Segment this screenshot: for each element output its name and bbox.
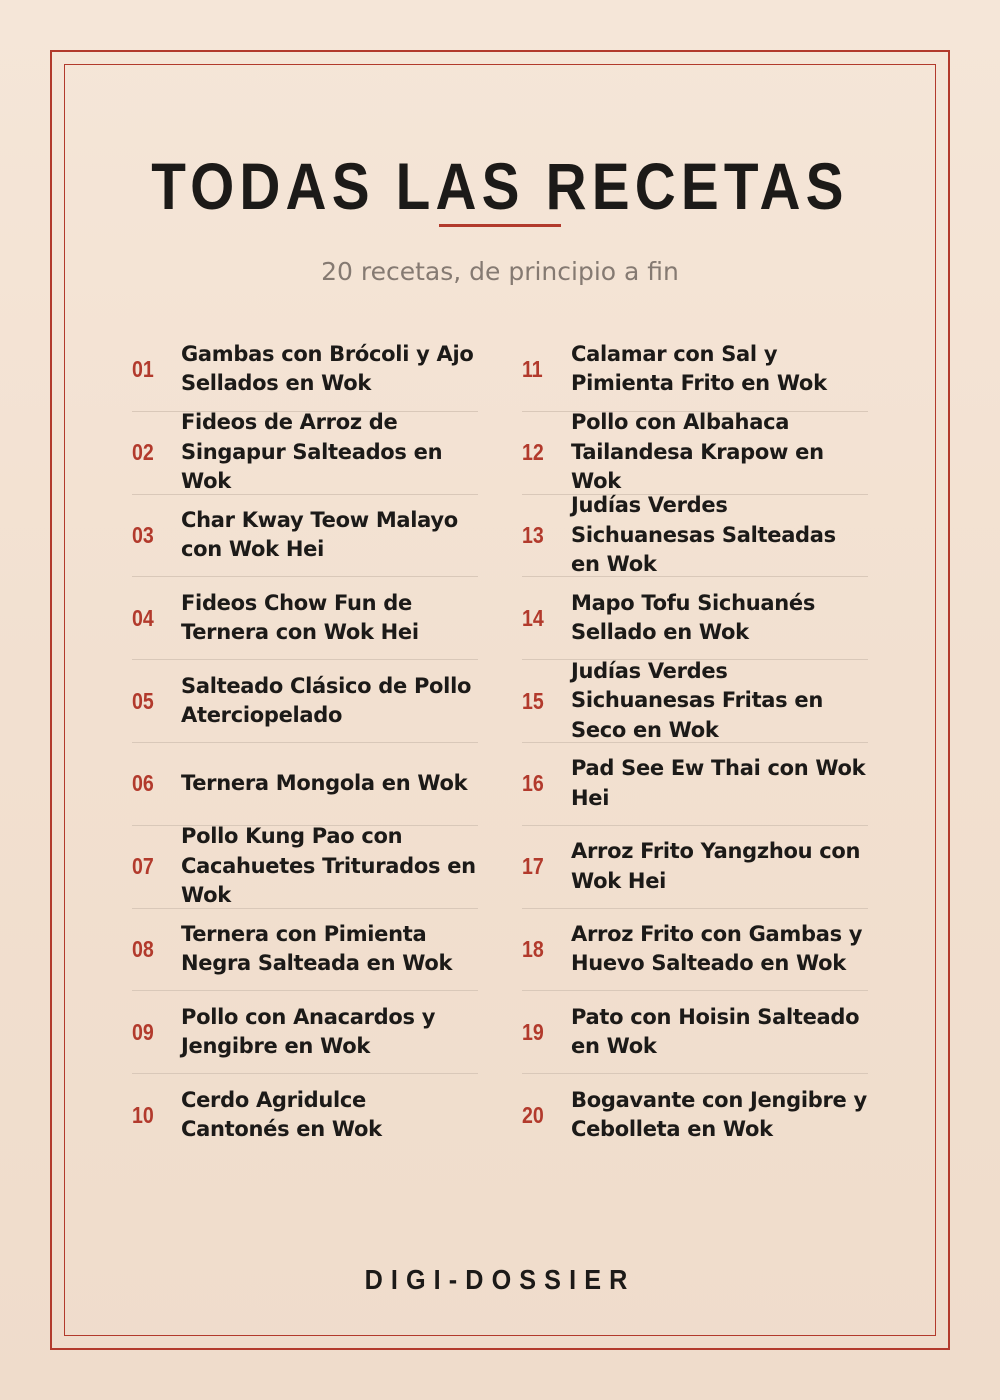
- recipe-title: Gambas con Brócoli y Ajo Sellados en Wok: [181, 341, 474, 396]
- recipe-title: Pad See Ew Thai con Wok Hei: [571, 756, 866, 810]
- recipe-item[interactable]: [522, 659, 868, 742]
- recipe-title: Pollo Kung Pao con Cacahuetes Triturados en Wok: [181, 824, 476, 908]
- recipe-title: Char Kway Teow Malayo con Wok Hei: [181, 507, 458, 562]
- recipe-number: 12: [522, 439, 544, 466]
- recipe-title: Pollo con Albahaca Tailandesa Krapow en Wok: [571, 410, 824, 494]
- recipe-title: Calamar con Sal y Pimienta Frito en Wok: [571, 341, 827, 396]
- recipe-title: Cerdo Agridulce Cantonés en Wok: [181, 1087, 382, 1142]
- recipe-number: 20: [522, 1101, 544, 1128]
- recipe-number: 13: [522, 521, 544, 548]
- recipe-title: Fideos de Arroz de Singapur Salteados en Wok: [181, 410, 443, 494]
- recipe-item[interactable]: [522, 825, 868, 908]
- recipe-item[interactable]: [132, 990, 478, 1073]
- recipe-title: Fideos Chow Fun de Ternera con Wok Hei: [181, 590, 419, 645]
- recipe-number: 08: [132, 935, 154, 962]
- recipe-number: 11: [522, 355, 543, 382]
- recipe-item[interactable]: [132, 659, 478, 742]
- recipe-title: Bogavante con Jengibre y Cebolleta en Wok: [571, 1087, 867, 1142]
- recipe-list-right: [522, 328, 868, 1156]
- recipe-title: Mapo Tofu Sichuanés Sellado en Wok: [571, 590, 816, 645]
- recipe-title: Pato con Hoisin Salteado en Wok: [571, 1004, 860, 1059]
- title-underline: [439, 224, 561, 227]
- recipe-item[interactable]: [132, 825, 478, 908]
- recipe-item[interactable]: [522, 328, 868, 411]
- recipe-title: Ternera Mongola en Wok: [181, 771, 468, 796]
- recipe-number: 05: [132, 687, 154, 714]
- recipe-item[interactable]: [132, 411, 478, 494]
- recipe-item[interactable]: [522, 742, 868, 825]
- recipe-number: 03: [132, 521, 154, 548]
- recipe-number: 01: [132, 355, 154, 382]
- recipe-item[interactable]: [522, 990, 868, 1073]
- recipe-number: 07: [132, 853, 154, 880]
- recipe-number: 02: [132, 439, 154, 466]
- recipe-item[interactable]: [522, 576, 868, 659]
- page-title: TODAS LAS RECETAS: [151, 149, 849, 223]
- recipe-title: Arroz Frito Yangzhou con Wok Hei: [571, 839, 861, 893]
- recipe-number: 18: [522, 935, 544, 962]
- page-subtitle: 20 recetas, de principio a fin: [321, 257, 679, 286]
- recipe-item[interactable]: [522, 494, 868, 577]
- recipe-number: 09: [132, 1018, 154, 1045]
- recipe-number: 15: [522, 687, 544, 714]
- recipe-item[interactable]: [522, 908, 868, 991]
- recipe-item[interactable]: [132, 1073, 478, 1156]
- recipe-title: Judías Verdes Sichuanesas Fritas en Seco en Wok: [571, 658, 823, 742]
- recipe-title: Arroz Frito con Gambas y Huevo Salteado en Wok: [571, 921, 863, 976]
- recipe-item[interactable]: [132, 494, 478, 577]
- recipe-title: Salteado Clásico de Pollo Aterciopelado: [181, 673, 472, 728]
- recipe-title: Judías Verdes Sichuanesas Salteadas en Wok: [571, 493, 836, 577]
- recipe-number: 17: [522, 853, 544, 880]
- recipe-number: 14: [522, 604, 544, 631]
- recipe-item[interactable]: [522, 1073, 868, 1156]
- recipe-item[interactable]: [132, 908, 478, 991]
- recipe-item[interactable]: [132, 328, 478, 411]
- recipe-title: Ternera con Pimienta Negra Salteada en Wok: [181, 921, 453, 976]
- recipe-number: 04: [132, 604, 154, 631]
- recipe-list-left: [132, 328, 478, 1156]
- recipe-number: 10: [132, 1101, 154, 1128]
- recipe-number: 06: [132, 770, 154, 797]
- recipe-item[interactable]: [132, 576, 478, 659]
- recipe-number: 19: [522, 1018, 544, 1045]
- brand-footer: DIGI-DOSSIER: [364, 1264, 636, 1295]
- recipe-number: 16: [522, 770, 544, 797]
- recipe-item[interactable]: [132, 742, 478, 825]
- recipe-item[interactable]: [522, 411, 868, 494]
- recipe-title: Pollo con Anacardos y Jengibre en Wok: [181, 1004, 436, 1059]
